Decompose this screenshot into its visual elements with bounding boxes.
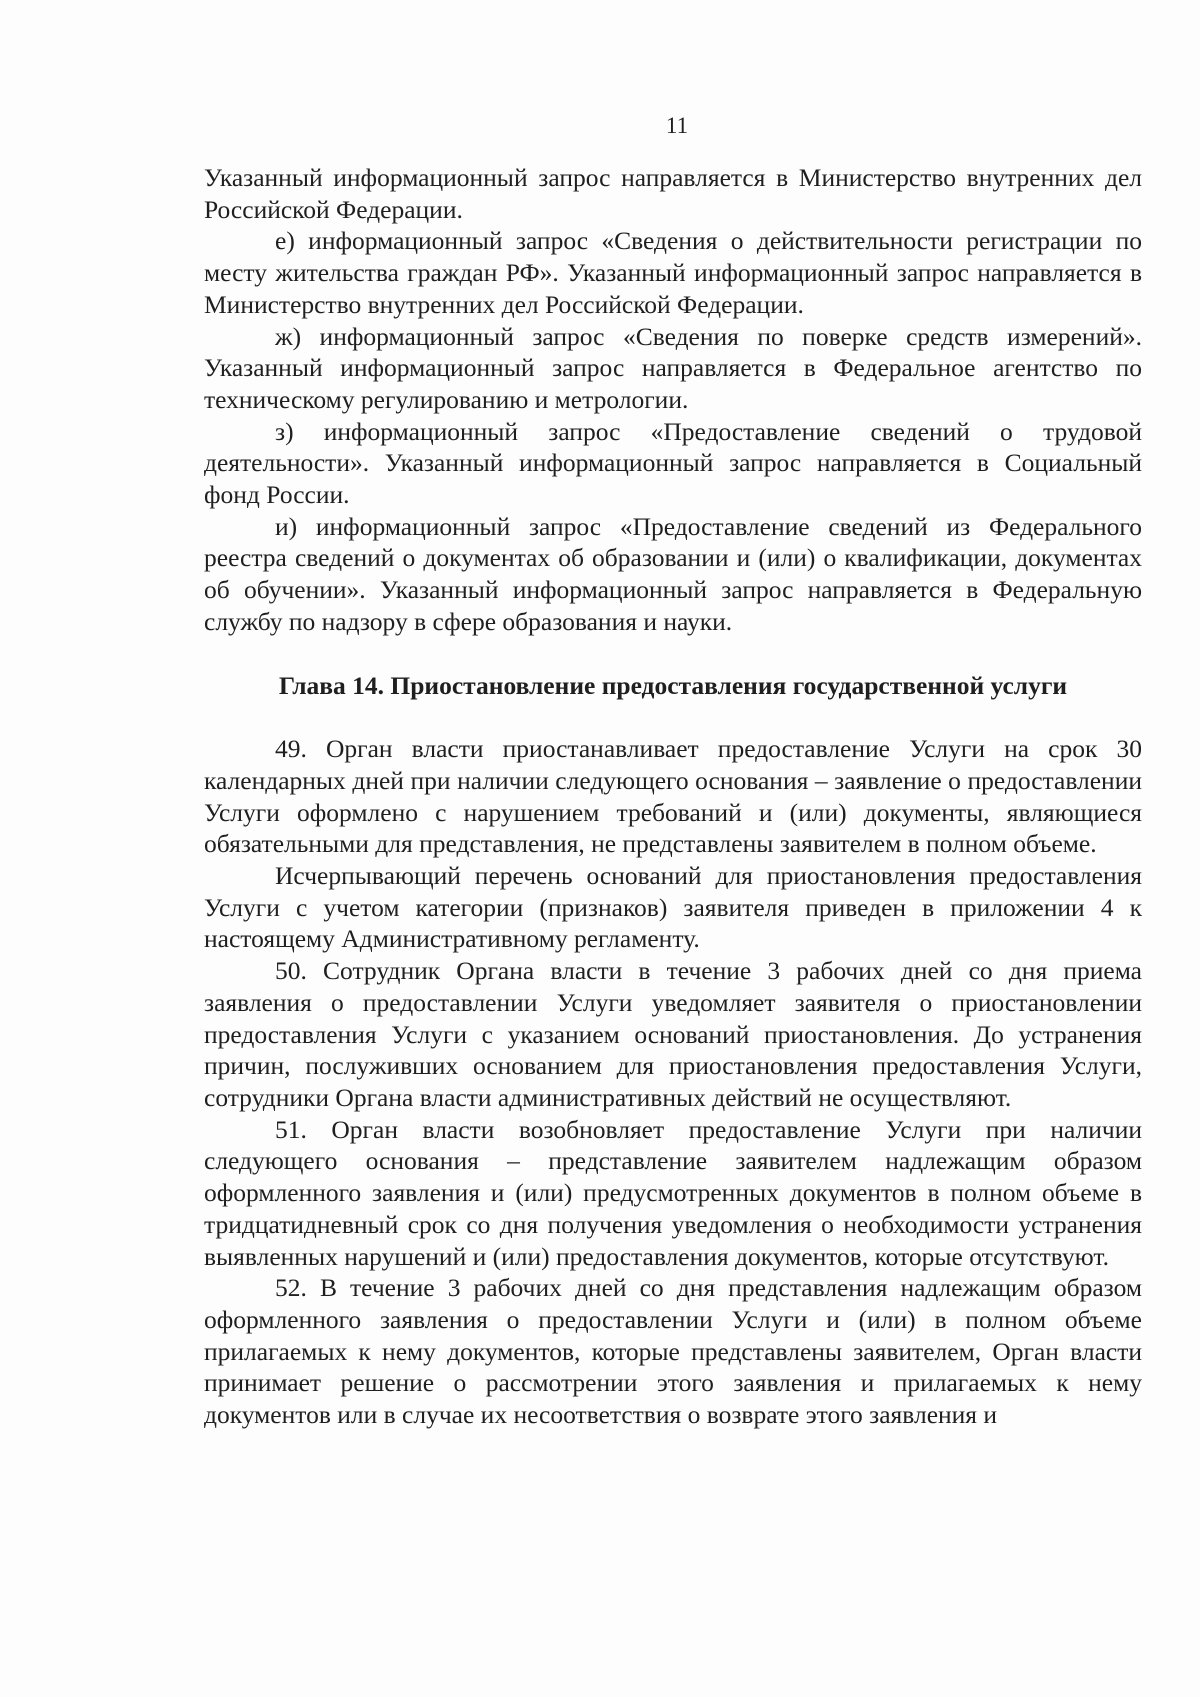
document-body bbox=[204, 162, 1142, 1431]
paragraph-51: 51. Орган власти возобновляет предоставление Услуги при наличии следующего основания – представление заявителем надлежащим образом оформленного заявления и (или) предусмотренных документов в полном объеме в тридцатидневный срок со дня получения уведомления о необходимости устранения выявленных нарушений и (или) предоставления документов, которые отсутствуют. bbox=[204, 1114, 1142, 1271]
paragraph-item-e: е) информационный запрос «Сведения о действительности регистрации по месту жительства граждан РФ». Указанный информационный запрос направляется в Министерство внутренних дел Российской Федерации. bbox=[204, 226, 1142, 319]
paragraph-52: 52. В течение 3 рабочих дней со дня представления надлежащим образом оформленного заявления о предоставлении Услуги и (или) в полном объеме прилагаемых к нему документов, которые представлены заявителем, Орган власти принимает решение о рассмотрении этого заявления и прилагаемых к нему документов или в случае их несоответствия о возврате этого заявления и bbox=[204, 1273, 1142, 1430]
paragraph-item-i: и) информационный запрос «Предоставление сведений из Федерального реестра сведений о документах об образовании и (или) о квалификации, документах об обучении». Указанный информационный запрос направляется в Федеральную службу по надзору в сфере образования и науки. bbox=[204, 511, 1142, 636]
chapter-heading: Глава 14. Приостановление предоставления государственной услуги bbox=[278, 670, 1068, 700]
paragraph-50: 50. Сотрудник Органа власти в течение 3 рабочих дней со дня приема заявления о предоставлении Услуги уведомляет заявителя о приостановлении предоставления Услуги с указанием оснований приостановления. До устранения причин, послуживших основанием для приостановления предоставления Услуги, сотрудники Органа власти административных действий не осуществляют. bbox=[204, 956, 1142, 1112]
page-number: 11 bbox=[665, 113, 689, 138]
paragraph-exhaustive-list: Исчерпывающий перечень оснований для приостановления предоставления Услуги с учетом категории (признаков) заявителя приведен в приложении 4 к настоящему Административному регламенту. bbox=[204, 861, 1142, 954]
paragraph-item-zh: ж) информационный запрос «Сведения по поверке средств измерений». Указанный информационный запрос направляется в Федеральное агентство по техническому регулированию и метрологии. bbox=[204, 321, 1142, 414]
paragraph-49: 49. Орган власти приостанавливает предоставление Услуги на срок 30 календарных дней при наличии следующего основания – заявление о предоставлении Услуги оформлено с нарушением требований и (или) документы, являющиеся обязательными для представления, не представлены заявителем в полном объеме. bbox=[204, 734, 1142, 859]
paragraph-item-z: з) информационный запрос «Предоставление сведений о трудовой деятельности». Указанный информационный запрос направляется в Социальный фонд России. bbox=[204, 416, 1142, 510]
paragraph-continuation: Указанный информационный запрос направляется в Министерство внутренних дел Российской Федерации. bbox=[204, 163, 1142, 224]
